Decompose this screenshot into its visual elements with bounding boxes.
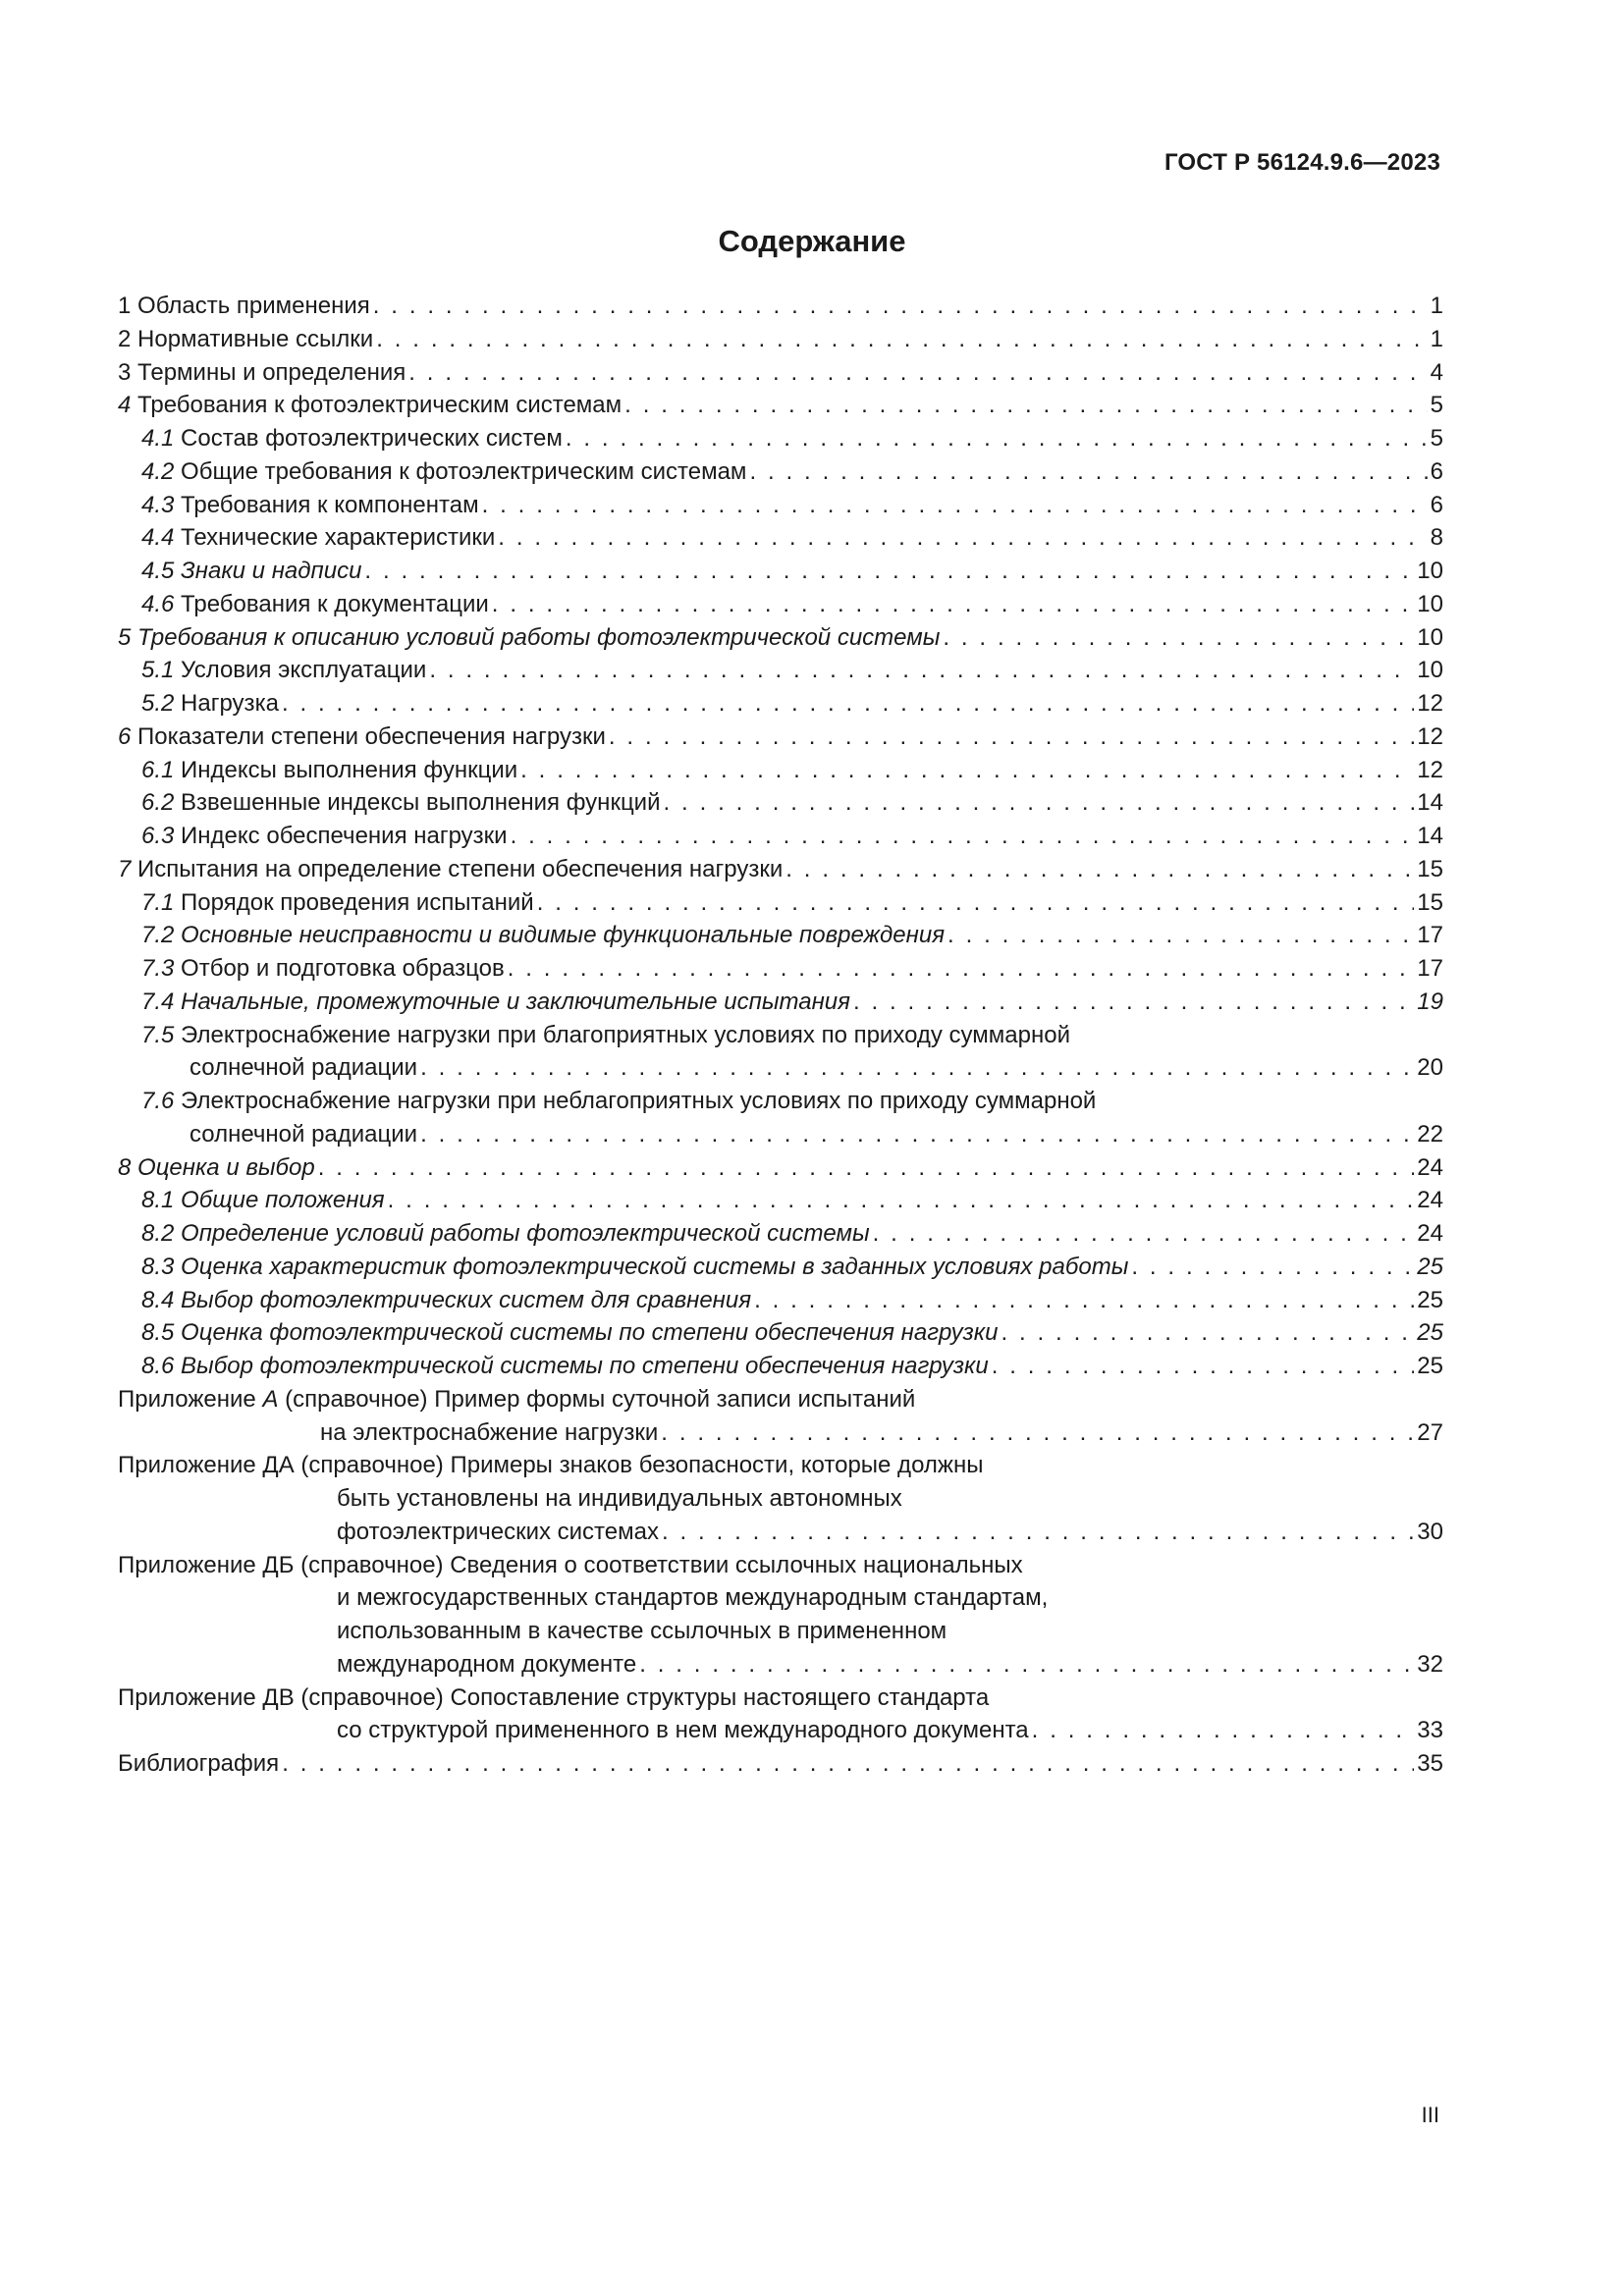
toc-entry-7-4[interactable] xyxy=(118,986,1443,1019)
toc-page: 1 xyxy=(1430,325,1443,352)
toc-text: Знаки и надписи xyxy=(181,558,362,584)
standard-id: ГОСТ Р 56124.9.6—2023 xyxy=(1164,149,1440,176)
toc-appendix-db[interactable] xyxy=(118,1549,1443,1682)
toc-num: 4.3 xyxy=(141,491,175,518)
toc-page: 10 xyxy=(1417,590,1443,617)
toc-entry-6[interactable] xyxy=(118,721,1443,754)
toc-page: 35 xyxy=(1417,1750,1443,1777)
toc-num: 7.5 xyxy=(141,1021,175,1048)
toc-appendix-a[interactable] xyxy=(118,1383,1443,1450)
toc-text: Отбор и подготовка образцов xyxy=(181,955,505,982)
toc-entry-5[interactable] xyxy=(118,621,1443,655)
toc-entry-7-6[interactable] xyxy=(118,1085,1443,1151)
toc-num: 3 xyxy=(118,358,132,386)
toc-page: 24 xyxy=(1417,1153,1443,1181)
toc-text: Индексы выполнения функции xyxy=(181,756,518,783)
toc-text: Испытания на определение степени обеспечения нагрузки xyxy=(137,855,784,882)
toc-entry-8-4[interactable] xyxy=(118,1284,1443,1317)
toc-text: Термины и определения xyxy=(137,358,406,386)
toc-entry-1[interactable] xyxy=(118,290,1443,323)
toc-num: 6.3 xyxy=(141,823,175,849)
toc-title: Содержание xyxy=(718,224,906,258)
toc-page: 4 xyxy=(1430,358,1443,386)
toc-num: 7.4 xyxy=(141,988,175,1015)
appendix-letter: А xyxy=(262,1385,279,1413)
toc-text: Определение условий работы фотоэлектрической системы xyxy=(181,1220,870,1247)
toc-text: Условия эксплуатации xyxy=(181,657,427,684)
toc-text: Общие положения xyxy=(181,1187,385,1214)
toc-entry-6-3[interactable] xyxy=(118,820,1443,853)
toc-page: 12 xyxy=(1417,690,1443,717)
toc-text-continued: солнечной радиации xyxy=(189,1054,418,1082)
toc-text: Состав фотоэлектрических систем xyxy=(181,425,563,452)
toc-num: 5 xyxy=(118,623,132,651)
toc-page: 22 xyxy=(1417,1120,1443,1148)
toc-num: 8.1 xyxy=(141,1187,175,1214)
appendix-title-continued: на электроснабжение нагрузки xyxy=(320,1418,659,1446)
toc-text: Область применения xyxy=(137,293,370,319)
toc-text: Оценка фотоэлектрической системы по степени обеспечения нагрузки xyxy=(181,1319,999,1347)
toc-entry-8-5[interactable] xyxy=(118,1316,1443,1350)
toc-num: 4.1 xyxy=(141,425,175,452)
toc-text: Основные неисправности и видимые функциональные повреждения xyxy=(181,922,946,949)
toc-appendix-da[interactable] xyxy=(118,1449,1443,1548)
toc-text: Выбор фотоэлектрической системы по степени обеспечения нагрузки xyxy=(181,1353,989,1379)
toc-num: 8 xyxy=(118,1153,132,1181)
toc-entry-6-1[interactable] xyxy=(118,754,1443,787)
toc-page: 15 xyxy=(1417,888,1443,916)
toc-text: Нормативные ссылки xyxy=(137,325,374,352)
toc-entry-5-1[interactable] xyxy=(118,654,1443,687)
toc-page: 6 xyxy=(1430,457,1443,485)
toc-page: 5 xyxy=(1430,425,1443,452)
toc-entry-5-2[interactable] xyxy=(118,687,1443,721)
toc-entry-8-1[interactable] xyxy=(118,1184,1443,1217)
toc-page: 30 xyxy=(1417,1518,1443,1545)
toc-page: 10 xyxy=(1417,558,1443,584)
appendix-prefix: Приложение xyxy=(118,1385,263,1413)
toc-page: 24 xyxy=(1417,1220,1443,1247)
toc-page: 12 xyxy=(1417,756,1443,783)
toc-num: 7 xyxy=(118,855,132,882)
toc-text: Общие требования к фотоэлектрическим системам xyxy=(181,457,747,485)
toc-page: 33 xyxy=(1417,1717,1443,1744)
appendix-title-continued: со структурой примененного в нем международного документа xyxy=(337,1717,1029,1744)
toc-entry-8-3[interactable] xyxy=(118,1251,1443,1284)
toc-page: 6 xyxy=(1430,491,1443,518)
toc-page: 8 xyxy=(1430,524,1443,552)
toc-page: 17 xyxy=(1417,955,1443,982)
toc-text: Начальные, промежуточные и заключительные испытания xyxy=(181,988,850,1015)
toc-page: 14 xyxy=(1417,789,1443,817)
appendix-title-continued: быть установлены на индивидуальных автономных xyxy=(337,1485,902,1512)
toc-entry-8-2[interactable] xyxy=(118,1217,1443,1251)
toc-num: 6.1 xyxy=(141,756,175,783)
toc-page: 25 xyxy=(1417,1319,1443,1347)
appendix-prefix: Приложение ДА xyxy=(118,1452,295,1479)
toc-appendix-dv[interactable] xyxy=(118,1682,1443,1748)
toc-page: 19 xyxy=(1417,988,1443,1015)
toc-entry-4-4[interactable] xyxy=(118,521,1443,555)
toc-entry-4-6[interactable] xyxy=(118,588,1443,621)
toc-num: 5.2 xyxy=(141,690,175,717)
toc-entry-3[interactable] xyxy=(118,356,1443,390)
toc-num: 8.3 xyxy=(141,1253,175,1280)
toc-num: 8.5 xyxy=(141,1319,175,1347)
toc-text: Требования к документации xyxy=(181,590,489,617)
toc-num: 4.6 xyxy=(141,590,175,617)
toc-text: Технические характеристики xyxy=(181,524,496,552)
toc-entry-4-5[interactable] xyxy=(118,555,1443,588)
page-number: III xyxy=(1421,2103,1439,2127)
appendix-title-continued: использованным в качестве ссылочных в примененном xyxy=(337,1618,947,1644)
appendix-title-continued: фотоэлектрических системах xyxy=(337,1518,659,1545)
toc-text: Взвешенные индексы выполнения функций xyxy=(181,789,661,817)
toc-text: Выбор фотоэлектрических систем для сравнения xyxy=(181,1286,752,1313)
toc-page: 12 xyxy=(1417,722,1443,750)
toc-page: 24 xyxy=(1417,1187,1443,1214)
toc-entry-4-3[interactable] xyxy=(118,489,1443,522)
toc-num: 8.4 xyxy=(141,1286,175,1313)
toc-entry-4-1[interactable] xyxy=(118,422,1443,455)
toc-entry-2[interactable] xyxy=(118,323,1443,356)
toc-entry-6-2[interactable] xyxy=(118,786,1443,820)
toc-page: 15 xyxy=(1417,855,1443,882)
appendix-title: (справочное) Примеры знаков безопасности, которые должны xyxy=(294,1452,984,1479)
toc-entry-4-2[interactable] xyxy=(118,455,1443,489)
toc-bibliography[interactable] xyxy=(118,1747,1443,1781)
toc-num: 2 xyxy=(118,325,132,352)
toc-text: Порядок проведения испытаний xyxy=(181,888,534,916)
toc-num: 8.6 xyxy=(141,1353,175,1379)
appendix-prefix: Приложение ДВ xyxy=(118,1683,295,1711)
toc-page: 25 xyxy=(1417,1253,1443,1280)
toc-page: 25 xyxy=(1417,1286,1443,1313)
toc-text: Библиография xyxy=(118,1750,280,1777)
toc-text: Показатели степени обеспечения нагрузки xyxy=(137,722,606,750)
appendix-title-continued: международном документе xyxy=(337,1650,637,1678)
toc-entry-4[interactable] xyxy=(118,389,1443,422)
toc-num: 6 xyxy=(118,722,132,750)
toc-entry-8[interactable] xyxy=(118,1151,1443,1185)
toc-text: Индекс обеспечения нагрузки xyxy=(181,823,508,849)
toc-num: 6.2 xyxy=(141,789,175,817)
toc-text: Требования к описанию условий работы фотоэлектрической системы xyxy=(137,623,941,651)
appendix-title: (справочное) Сведения о соответствии ссылочных национальных xyxy=(294,1551,1023,1578)
toc-num: 8.2 xyxy=(141,1220,175,1247)
toc-text-continued: солнечной радиации xyxy=(189,1120,418,1148)
toc-entry-7-1[interactable] xyxy=(118,886,1443,920)
toc-entry-7[interactable] xyxy=(118,853,1443,886)
toc-num: 1 xyxy=(118,293,132,319)
toc-num: 4.5 xyxy=(141,558,175,584)
appendix-title-continued: и межгосударственных стандартов международным стандартам, xyxy=(337,1584,1049,1612)
toc-entry-7-3[interactable] xyxy=(118,952,1443,986)
toc-num: 4.4 xyxy=(141,524,175,552)
appendix-prefix: Приложение ДБ xyxy=(118,1551,295,1578)
toc-entry-8-6[interactable] xyxy=(118,1350,1443,1383)
toc-page: 17 xyxy=(1417,922,1443,949)
toc-page: 32 xyxy=(1417,1650,1443,1678)
toc-num: 7.3 xyxy=(141,955,175,982)
toc-text: Оценка характеристик фотоэлектрической системы в заданных условиях работы xyxy=(181,1253,1129,1280)
toc-text: Требования к фотоэлектрическим системам xyxy=(137,392,623,419)
toc-num: 4 xyxy=(118,392,132,419)
toc-page: 1 xyxy=(1430,293,1443,319)
toc-num: 5.1 xyxy=(141,657,175,684)
toc-page: 27 xyxy=(1417,1418,1443,1446)
toc-text: Нагрузка xyxy=(181,690,279,717)
toc-page: 14 xyxy=(1417,823,1443,849)
toc-page: 25 xyxy=(1417,1353,1443,1379)
toc-page: 10 xyxy=(1417,623,1443,651)
toc-text: Требования к компонентам xyxy=(181,491,479,518)
toc-num: 7.1 xyxy=(141,888,175,916)
toc-num: 7.6 xyxy=(141,1088,175,1114)
toc-entry-7-2[interactable] xyxy=(118,919,1443,952)
toc-page: 10 xyxy=(1417,657,1443,684)
toc-num: 7.2 xyxy=(141,922,175,949)
toc-entry-7-5[interactable] xyxy=(118,1019,1443,1086)
table-of-contents xyxy=(118,290,1443,1781)
appendix-title: (справочное) Сопоставление структуры настоящего стандарта xyxy=(294,1683,990,1711)
toc-text: Электроснабжение нагрузки при благоприятных условиях по приходу суммарной xyxy=(181,1021,1070,1048)
toc-page: 20 xyxy=(1417,1054,1443,1082)
toc-text: Оценка и выбор xyxy=(137,1153,315,1181)
toc-page: 5 xyxy=(1430,392,1443,419)
appendix-title: (справочное) Пример формы суточной записи испытаний xyxy=(278,1385,916,1413)
toc-text: Электроснабжение нагрузки при неблагоприятных условиях по приходу суммарной xyxy=(181,1088,1097,1114)
toc-num: 4.2 xyxy=(141,457,175,485)
